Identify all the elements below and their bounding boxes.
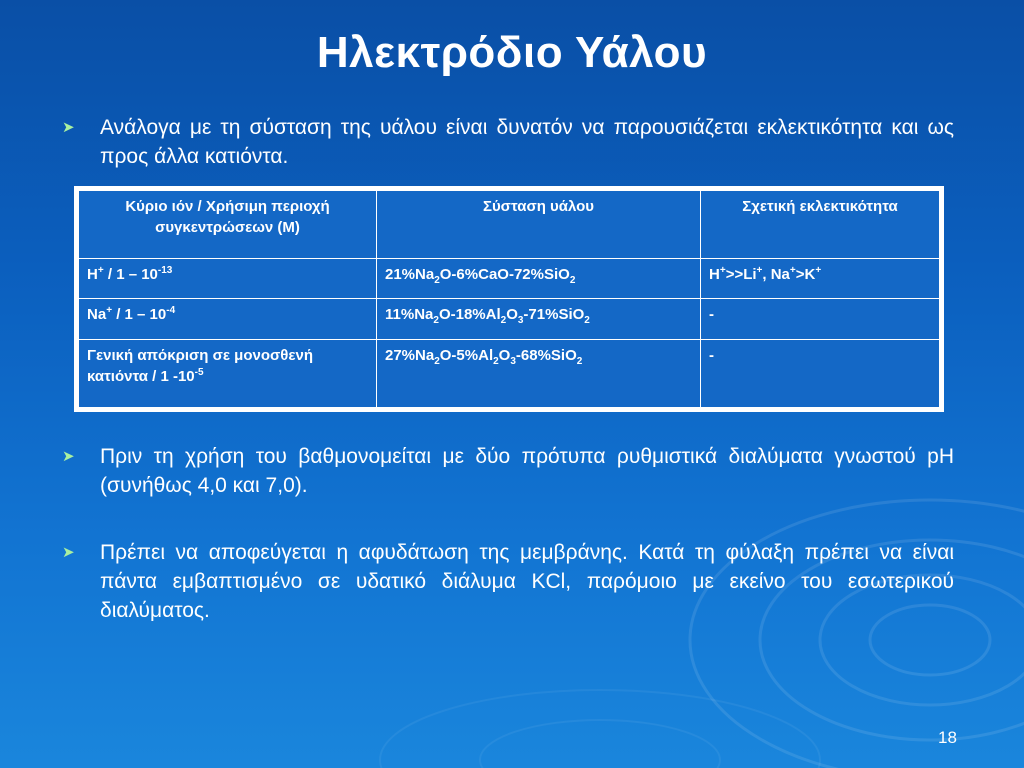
header-relative-selectivity: Σχετική εκλεκτικότητα: [701, 191, 940, 259]
arrowhead-bullet-icon: ➤: [62, 544, 75, 561]
ion-selectivity-table: [74, 186, 944, 412]
table-row: [79, 340, 940, 408]
table-row: [79, 258, 940, 299]
slide-title: Ηλεκτρόδιο Υάλου: [316, 28, 708, 77]
header-main-ion: Κύριο ιόν / Χρήσιμη περιοχή συγκεντρώσεων (Μ): [79, 191, 377, 259]
table-row: [79, 299, 940, 340]
arrowhead-bullet-icon: ➤: [62, 448, 75, 465]
cell-composition: $27\%Na_2O-5\%Al_2O_3-68\%SiO_2$: [377, 340, 701, 408]
cell-composition: $21\%Na_2O-6\%CaO-72\%SiO_2$: [377, 258, 701, 299]
bullet-text: Πριν τη χρήση του βαθμονομείται με δύο πρότυπα ρυθμιστικά διαλύματα γνωστού pH (συνήθως 4,0 και 7,0).: [100, 445, 954, 497]
bullet-text: Πρέπει να αποφεύγεται η αφυδάτωση της μεμβράνης. Κατά τη φύλαξη πρέπει να είναι πάντα εμβαπτισμένο σε υδατικό διάλυμα KCl, παρόμοιο με εκείνο του εσωτερικού διαλύματος.: [100, 541, 954, 622]
bullet-item: [62, 538, 954, 625]
cell-ion: Γενική απόκριση σε μονοσθενή κατιόντα / 1 $-10^{-5}$: [79, 340, 377, 408]
cell-selectivity: -: [701, 299, 940, 340]
arrowhead-bullet-icon: ➤: [62, 119, 75, 136]
cell-ion: $Na^+ / 1 - 10^{-4}$: [79, 299, 377, 340]
bullet-text: Ανάλογα με τη σύσταση της υάλου είναι δυνατόν να παρουσιάζεται εκλεκτικότητα και ως προς άλλα κατιόντα.: [100, 116, 954, 168]
header-glass-composition: Σύσταση υάλου: [377, 191, 701, 259]
bullet-item: [62, 113, 954, 171]
page-number: 18: [938, 728, 957, 747]
cell-composition: $11\%Na_2O-18\%Al_2O_3-71\%SiO_2$: [377, 299, 701, 340]
cell-ion: $H^+ / 1 - 10^{-13}$: [79, 258, 377, 299]
bullet-item: [62, 442, 954, 500]
table-header-row: [79, 191, 940, 259]
cell-selectivity: -: [701, 340, 940, 408]
cell-selectivity: H+>>Li+, Na+>K+: [701, 258, 940, 299]
